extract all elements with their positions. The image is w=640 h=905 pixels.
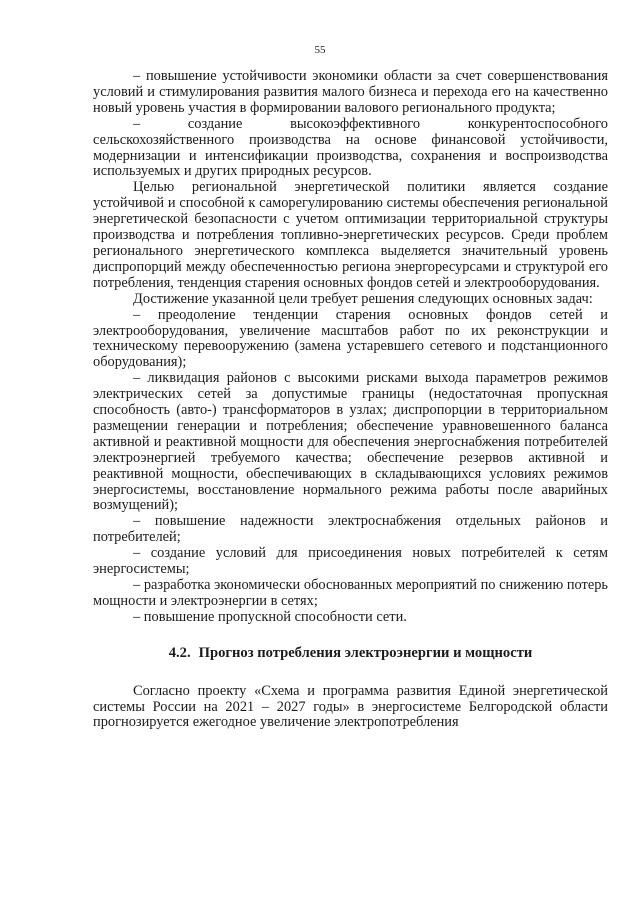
page-body [93, 69, 608, 731]
list-item-economy: – повышение устойчивости экономики области за счет совершенствования условий и стимулирования развития малого бизнеса и перехода его на качественно новый уровень участия в формировании валового регионального продукта; [93, 68, 608, 116]
section-title: Прогноз потребления электроэнергии и мощности [198, 644, 533, 661]
list-item-aging: – преодоление тенденции старения основных фондов сетей и электрооборудования, увеличение масштабов работ по их реконструкции и техническому перевооружению (замена устаревшего сетевого и подстанционного оборудования); [93, 306, 608, 371]
paragraph-energy-policy: Целью региональной энергетической политики является создание устойчивой и способной к саморегулированию системы обеспечения региональной энергетической безопасности с учетом оптимизации территориальной структуры производства и потребления топливно-энергетических ресурсов. Среди проблем регионального энергетического комплекса выделяется значительный уровень диспропорций между обеспеченностью региона энергоресурсами и структурой его потребления, тенденция старения основных фондов сетей и электрооборудования. [93, 179, 608, 291]
paragraph-forecast: Согласно проекту «Схема и программа развития Единой энергетической системы России на 2021 – 2027 годы» в энергосистеме Белгородской области прогнозируется ежегодное увеличение электропотребления [93, 682, 608, 731]
list-item-risk-areas: – ликвидация районов с высокими рисками выхода параметров режимов электрических сетей за допустимые границы (недостаточная пропускная способность (авто-) трансформаторов в узлах; диспропорции в территориальном размещении генерации и потребления; обеспечение уравновешенного баланса активной и реактивной мощности для обеспечения энергоснабжения потребителей электроэнергией требуемого качества; обеспечение резервов активной и реактивной мощности, обеспечивающих в складывающихся условиях режимов энергосистемы, восстановление нормального режима работы после аварийных возмущений); [93, 370, 608, 514]
list-item-capacity: – повышение пропускной способности сети. [133, 608, 407, 625]
list-item-agriculture: – создание высокоэффективного конкурентоспособного сельскохозяйственного производства на основе финансовой устойчивости, модернизации и интенсификации производства, сохранения и воспроизводства используемых и других природных ресурсов. [93, 115, 608, 180]
page-number: 55 [314, 44, 326, 56]
paragraph-tasks-intro: Достижение указанной цели требует решения следующих основных задач: [133, 290, 593, 307]
section-heading [93, 646, 608, 662]
list-item-loss-reduction: – разработка экономически обоснованных мероприятий по снижению потерь мощности и электроэнергии в сетях; [93, 577, 608, 609]
list-item-connections: – создание условий для присоединения новых потребителей к сетям энергосистемы; [93, 545, 608, 578]
section-number: 4.2. [168, 644, 191, 661]
list-item-reliability: – повышение надежности электроснабжения отдельных районов и потребителей; [93, 513, 608, 546]
